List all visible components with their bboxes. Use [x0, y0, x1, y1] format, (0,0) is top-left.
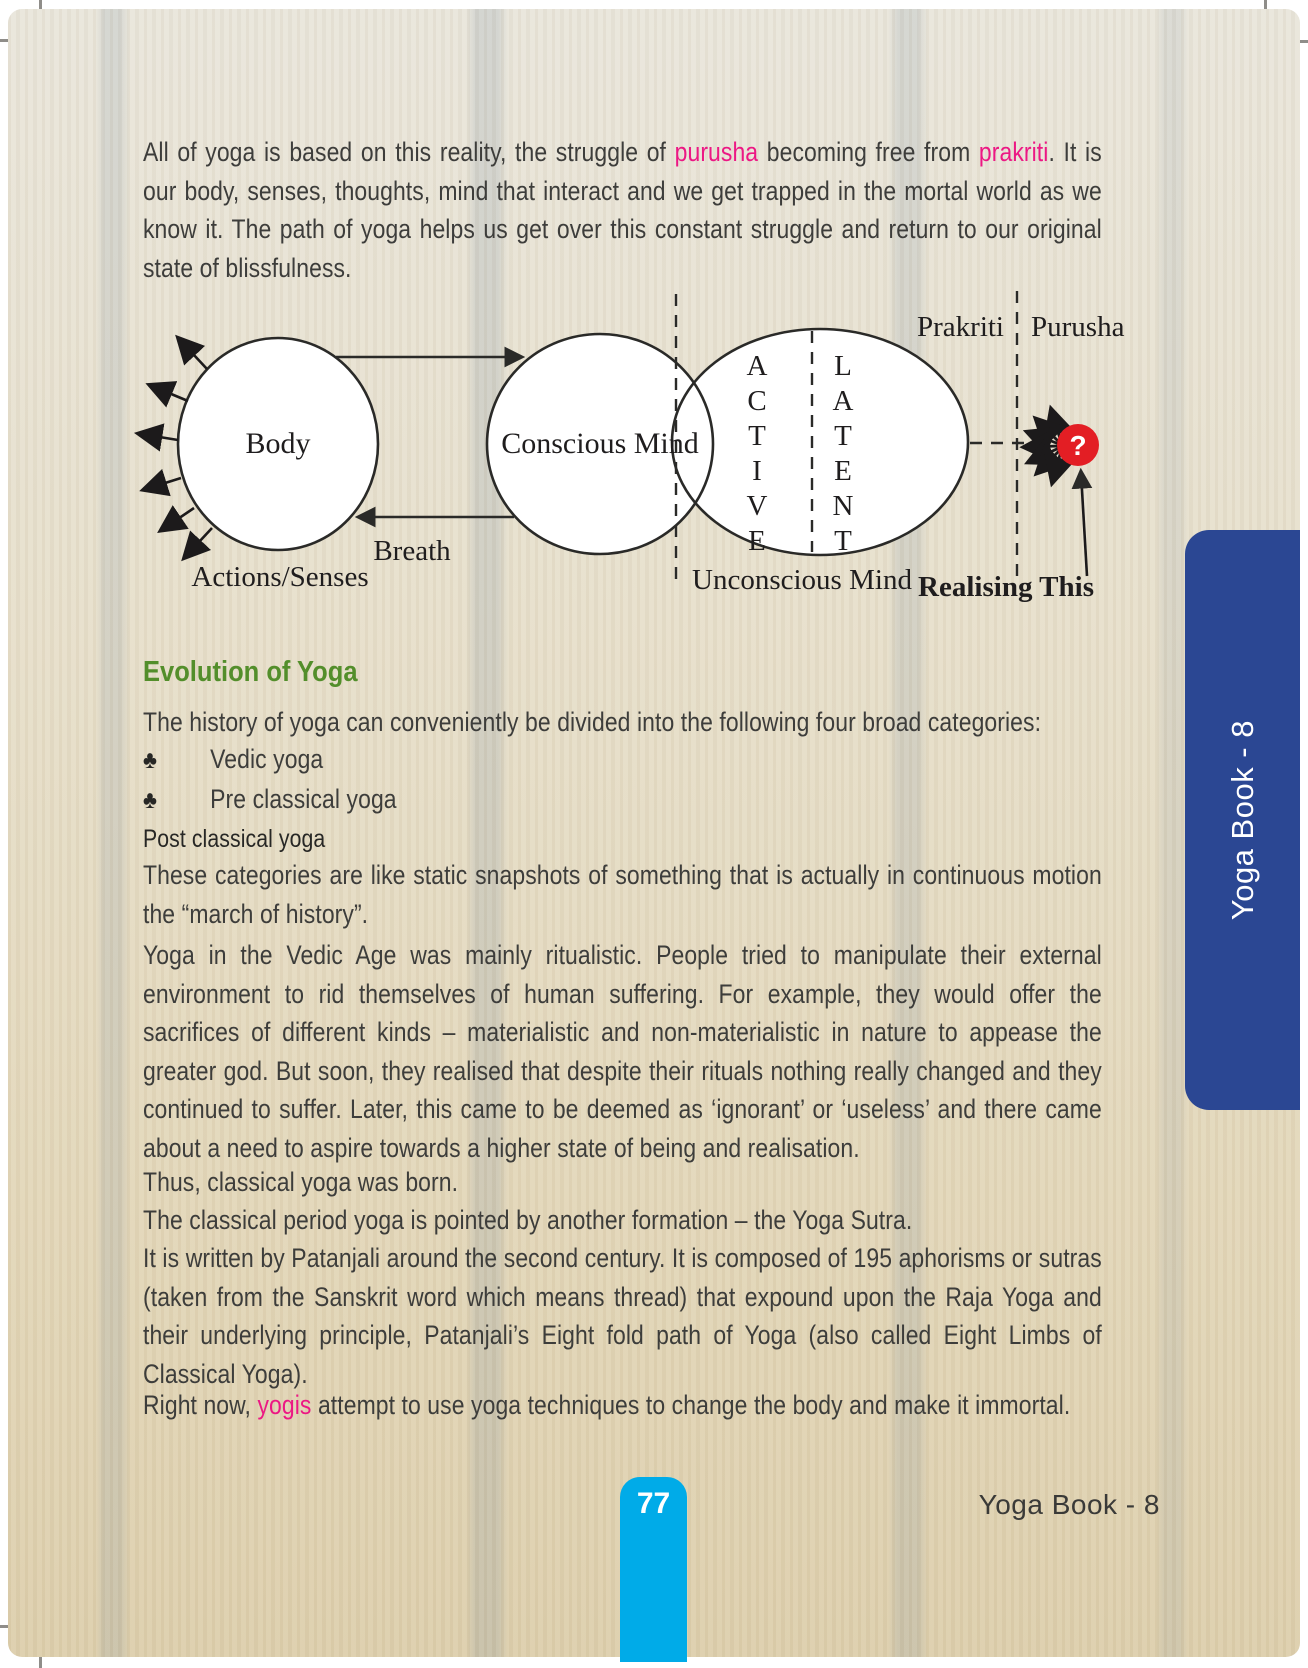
paragraph-thus: Thus, classical yoga was born.	[143, 1167, 459, 1197]
paragraph-patanjali: It is written by Patanjali around the second century. It is composed of 195 aphorisms or sutras (taken from the Sanskrit word which means thread) that expound upon the Raja Yoga and their underlying principle, Patanjali’s Eight fold path of Yoga (also called Eight Limbs of Classical Yoga).	[143, 1243, 1102, 1389]
list-item	[143, 780, 1102, 820]
club-bullet-icon: ♣	[143, 746, 158, 774]
term-yogis: yogis	[257, 1390, 312, 1420]
list-item-label: Vedic yoga	[210, 744, 324, 774]
conscious-mind-label: Conscious Mind	[501, 427, 699, 460]
term-prakriti: prakriti	[978, 137, 1049, 167]
unconscious-mind-label: Unconscious Mind	[692, 564, 912, 596]
breath-label: Breath	[373, 535, 451, 567]
svg-text:E: E	[834, 455, 852, 487]
section-heading: Evolution of Yoga	[143, 656, 358, 688]
svg-text:T: T	[748, 420, 766, 452]
list-item	[143, 740, 1102, 780]
paragraph-right-now	[143, 1386, 1102, 1425]
club-bullet-icon: Post classical yoga	[143, 825, 326, 853]
intro-text-pre: All of yoga is based on this reality, the struggle of	[143, 137, 675, 167]
right-now-post: attempt to use yoga techniques to change the body and make it immortal.	[311, 1390, 1071, 1420]
term-purusha: purusha	[674, 137, 759, 167]
svg-text:N: N	[832, 490, 854, 522]
intro-text-mid: becoming free from	[758, 137, 979, 167]
section-intro-line: The history of yoga can conveniently be divided into the following four broad categories:	[143, 707, 1042, 737]
side-chapter-tab	[1185, 530, 1300, 1110]
side-tab-label: Yoga Book - 8	[1224, 719, 1260, 921]
paragraph-snapshots: These categories are like static snapshots of something that is actually in continuous motion the “march of history”.	[143, 860, 1102, 929]
svg-text:A: A	[832, 385, 854, 417]
list-item-label: Pre classical yoga	[210, 784, 397, 814]
question-mark: ?	[1069, 430, 1087, 461]
svg-text:C: C	[747, 385, 767, 417]
svg-text:A: A	[746, 350, 768, 382]
footer-book-label: Yoga Book - 8	[978, 1489, 1160, 1520]
list-item	[143, 820, 1102, 860]
svg-text:E: E	[748, 525, 766, 557]
actions-senses-label: Actions/Senses	[191, 561, 369, 593]
svg-text:V: V	[746, 490, 768, 522]
svg-text:T: T	[834, 420, 852, 452]
realising-this-label: Realising This	[918, 571, 1094, 603]
intro-text-post: . It is our body, senses, thoughts, mind that interact and we get trapped in the mortal world as we know it. The path of yoga helps us get over this constant struggle and return to our original state of blissfulness.	[143, 137, 1102, 283]
svg-text:I: I	[752, 455, 762, 487]
paragraph-vedic-age: Yoga in the Vedic Age was mainly ritualistic. People tried to manipulate their external environment to rid themselves of human suffering. For example, they would offer the sacrifices of different kinds – materialistic and non-materialistic in nature to appease the greater god. But soon, they realised that despite their rituals nothing really changed and they continued to suffer. Later, this came to be deemed as ‘ignorant’ or ‘useless’ and there came about a need to aspire towards a higher state of being and realisation.	[143, 940, 1102, 1163]
right-now-pre: Right now,	[143, 1390, 258, 1420]
svg-text:T: T	[834, 525, 852, 557]
mind-diagram	[130, 280, 1185, 610]
prakriti-label: Prakriti	[917, 311, 1004, 343]
club-bullet-icon: ♣	[143, 786, 158, 814]
intro-paragraph	[143, 133, 1102, 287]
svg-text:L: L	[834, 350, 852, 382]
arrow-realising-this	[1081, 473, 1087, 576]
paragraph-classical-period: The classical period yoga is pointed by another formation – the Yoga Sutra.	[143, 1205, 913, 1235]
purusha-label: Purusha	[1031, 311, 1125, 343]
yoga-categories-list	[143, 740, 1102, 860]
page-number-tab	[620, 1477, 687, 1662]
page-number: 77	[636, 1487, 671, 1520]
realisation-starburst	[1027, 412, 1061, 480]
body-label: Body	[245, 427, 311, 460]
